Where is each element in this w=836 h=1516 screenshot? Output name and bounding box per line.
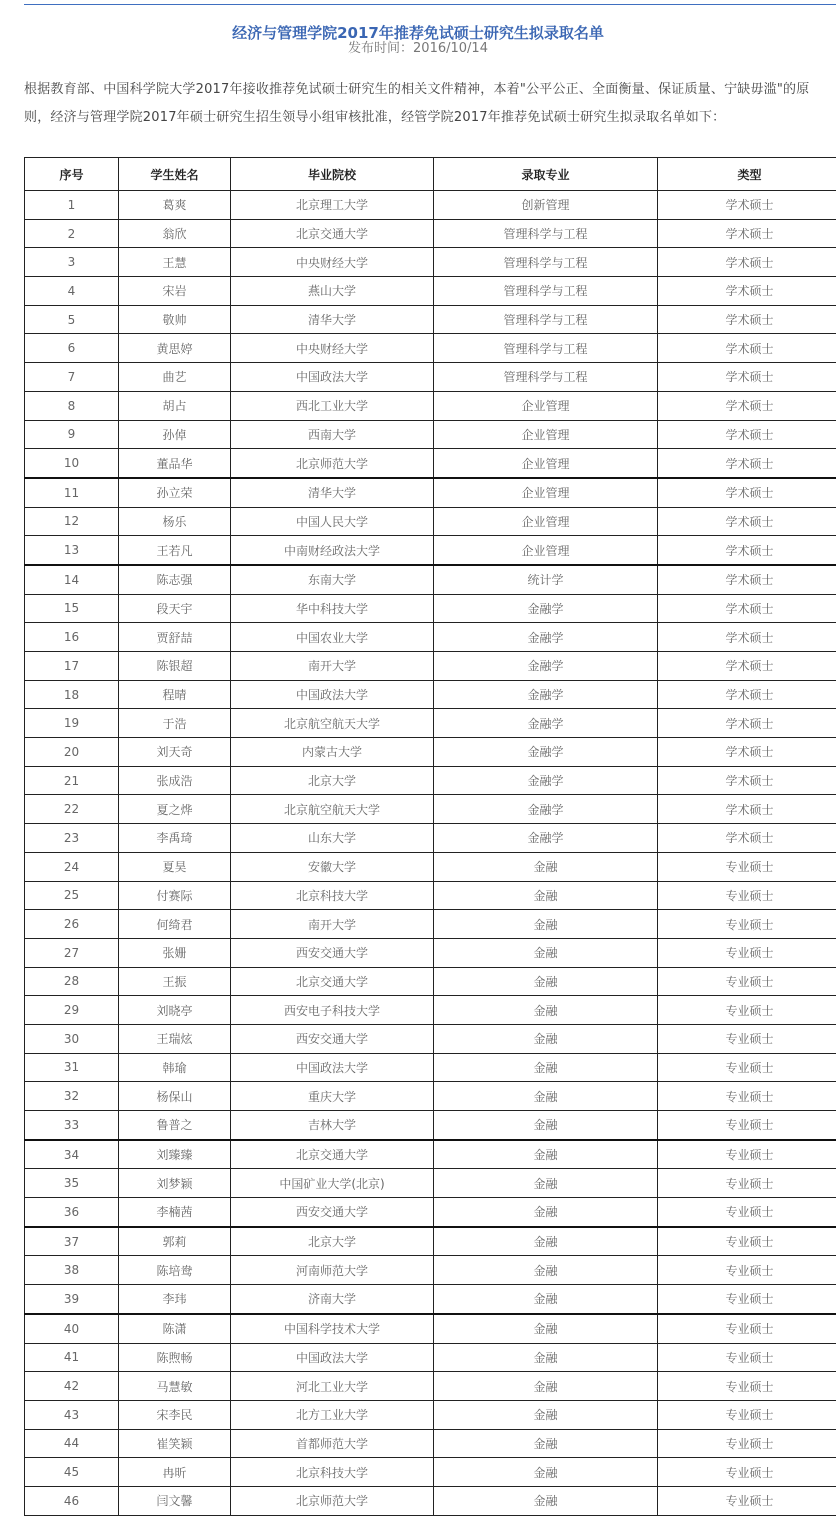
cell-student-name: 陈志强 — [119, 565, 231, 594]
cell-major: 金融 — [434, 1198, 658, 1227]
cell-major: 金融 — [434, 938, 658, 967]
cell-school: 北京理工大学 — [231, 191, 434, 220]
cell-major: 金融 — [434, 967, 658, 996]
cell-type: 学术硕士 — [658, 191, 836, 220]
cell-school: 济南大学 — [231, 1285, 434, 1314]
header-major: 录取专业 — [434, 158, 658, 191]
table-row — [25, 910, 836, 939]
table-row — [25, 1458, 836, 1487]
cell-index: 19 — [25, 709, 119, 738]
cell-major: 金融 — [434, 1400, 658, 1429]
cell-school: 河北工业大学 — [231, 1372, 434, 1401]
table-row — [25, 881, 836, 910]
cell-index: 13 — [25, 536, 119, 565]
cell-school: 中央财经大学 — [231, 334, 434, 363]
cell-student-name: 程晴 — [119, 680, 231, 709]
table-row — [25, 938, 836, 967]
header-school: 毕业院校 — [231, 158, 434, 191]
cell-type: 学术硕士 — [658, 219, 836, 248]
cell-student-name: 王振 — [119, 967, 231, 996]
table-row — [25, 824, 836, 853]
cell-major: 金融 — [434, 1024, 658, 1053]
cell-type: 专业硕士 — [658, 1343, 836, 1372]
cell-student-name: 闫文馨 — [119, 1486, 231, 1515]
table-row — [25, 738, 836, 767]
cell-index: 25 — [25, 881, 119, 910]
cell-type: 专业硕士 — [658, 1024, 836, 1053]
cell-school: 西安交通大学 — [231, 1198, 434, 1227]
cell-school: 清华大学 — [231, 305, 434, 334]
cell-type: 专业硕士 — [658, 1486, 836, 1515]
cell-type: 学术硕士 — [658, 565, 836, 594]
cell-major: 金融 — [434, 1053, 658, 1082]
cell-type: 学术硕士 — [658, 248, 836, 277]
table-row — [25, 594, 836, 623]
cell-student-name: 冉昕 — [119, 1458, 231, 1487]
table-row — [25, 565, 836, 594]
cell-type: 学术硕士 — [658, 594, 836, 623]
cell-school: 西北工业大学 — [231, 391, 434, 420]
cell-index: 28 — [25, 967, 119, 996]
table-row — [25, 478, 836, 507]
cell-school: 中南财经政法大学 — [231, 536, 434, 565]
cell-type: 专业硕士 — [658, 1169, 836, 1198]
cell-index: 27 — [25, 938, 119, 967]
cell-index: 18 — [25, 680, 119, 709]
cell-type: 专业硕士 — [658, 1372, 836, 1401]
cell-school: 北京师范大学 — [231, 1486, 434, 1515]
cell-type: 学术硕士 — [658, 652, 836, 681]
cell-student-name: 陈银超 — [119, 652, 231, 681]
cell-student-name: 葛爽 — [119, 191, 231, 220]
cell-index: 22 — [25, 795, 119, 824]
cell-type: 专业硕士 — [658, 910, 836, 939]
cell-type: 学术硕士 — [658, 478, 836, 507]
cell-student-name: 马慧敏 — [119, 1372, 231, 1401]
cell-index: 46 — [25, 1486, 119, 1515]
cell-student-name: 孙倬 — [119, 420, 231, 449]
cell-student-name: 陈煦畅 — [119, 1343, 231, 1372]
cell-school: 华中科技大学 — [231, 594, 434, 623]
cell-school: 清华大学 — [231, 478, 434, 507]
cell-student-name: 宋李民 — [119, 1400, 231, 1429]
cell-major: 金融 — [434, 1285, 658, 1314]
cell-type: 学术硕士 — [658, 363, 836, 392]
cell-school: 中央财经大学 — [231, 248, 434, 277]
cell-type: 学术硕士 — [658, 795, 836, 824]
cell-type: 专业硕士 — [658, 1429, 836, 1458]
intro-paragraph: 根据教育部、中国科学院大学2017年接收推荐免试硕士研究生的相关文件精神，本着"公平公正、全面衡量、保证质量、宁缺毋滥"的原则，经济与管理学院2017年硕士研究生招生领导小组审核批准，经管学院2017年推荐免试硕士研究生拟录取名单如下： — [24, 76, 832, 132]
cell-student-name: 李玮 — [119, 1285, 231, 1314]
cell-student-name: 何绮君 — [119, 910, 231, 939]
cell-school: 北京航空航天大学 — [231, 709, 434, 738]
cell-index: 12 — [25, 507, 119, 536]
cell-type: 学术硕士 — [658, 623, 836, 652]
cell-school: 内蒙古大学 — [231, 738, 434, 767]
cell-type: 专业硕士 — [658, 1198, 836, 1227]
cell-major: 管理科学与工程 — [434, 219, 658, 248]
cell-student-name: 翁欣 — [119, 219, 231, 248]
cell-major: 管理科学与工程 — [434, 305, 658, 334]
cell-student-name: 杨乐 — [119, 507, 231, 536]
cell-index: 15 — [25, 594, 119, 623]
cell-major: 金融学 — [434, 623, 658, 652]
cell-index: 33 — [25, 1111, 119, 1140]
cell-major: 金融 — [434, 910, 658, 939]
cell-major: 管理科学与工程 — [434, 363, 658, 392]
cell-index: 8 — [25, 391, 119, 420]
cell-index: 45 — [25, 1458, 119, 1487]
table-row — [25, 1314, 836, 1343]
cell-student-name: 李禹琦 — [119, 824, 231, 853]
cell-index: 9 — [25, 420, 119, 449]
cell-student-name: 董品华 — [119, 449, 231, 478]
cell-index: 7 — [25, 363, 119, 392]
cell-student-name: 于浩 — [119, 709, 231, 738]
cell-index: 36 — [25, 1198, 119, 1227]
cell-school: 北京大学 — [231, 766, 434, 795]
cell-school: 中国政法大学 — [231, 363, 434, 392]
cell-index: 24 — [25, 852, 119, 881]
table-row — [25, 507, 836, 536]
cell-school: 首都师范大学 — [231, 1429, 434, 1458]
table-row — [25, 219, 836, 248]
cell-student-name: 郭莉 — [119, 1227, 231, 1256]
cell-major: 金融学 — [434, 738, 658, 767]
table-row — [25, 536, 836, 565]
table-row — [25, 1140, 836, 1169]
cell-major: 金融 — [434, 1343, 658, 1372]
cell-school: 南开大学 — [231, 910, 434, 939]
cell-index: 44 — [25, 1429, 119, 1458]
cell-index: 39 — [25, 1285, 119, 1314]
cell-index: 1 — [25, 191, 119, 220]
cell-major: 金融 — [434, 1256, 658, 1285]
table-header-row — [25, 158, 836, 191]
table-row — [25, 277, 836, 306]
table-row — [25, 1372, 836, 1401]
cell-school: 北京交通大学 — [231, 219, 434, 248]
cell-student-name: 崔笑颖 — [119, 1429, 231, 1458]
cell-major: 金融 — [434, 1458, 658, 1487]
cell-school: 北京交通大学 — [231, 967, 434, 996]
cell-school: 北京航空航天大学 — [231, 795, 434, 824]
table-row — [25, 363, 836, 392]
cell-index: 6 — [25, 334, 119, 363]
cell-index: 20 — [25, 738, 119, 767]
cell-type: 专业硕士 — [658, 1285, 836, 1314]
publish-date: 发布时间：2016/10/14 — [0, 39, 836, 59]
cell-type: 学术硕士 — [658, 536, 836, 565]
cell-school: 东南大学 — [231, 565, 434, 594]
cell-type: 专业硕士 — [658, 1140, 836, 1169]
cell-index: 14 — [25, 565, 119, 594]
cell-major: 企业管理 — [434, 391, 658, 420]
admission-list-table — [24, 157, 836, 1516]
table-row — [25, 709, 836, 738]
table-row — [25, 305, 836, 334]
cell-school: 中国农业大学 — [231, 623, 434, 652]
cell-index: 34 — [25, 1140, 119, 1169]
cell-type: 专业硕士 — [658, 967, 836, 996]
cell-major: 金融 — [434, 1169, 658, 1198]
cell-index: 41 — [25, 1343, 119, 1372]
table-row — [25, 1169, 836, 1198]
cell-school: 南开大学 — [231, 652, 434, 681]
table-row — [25, 1285, 836, 1314]
cell-major: 金融学 — [434, 795, 658, 824]
header-index: 序号 — [25, 158, 119, 191]
cell-type: 学术硕士 — [658, 334, 836, 363]
table-row — [25, 1082, 836, 1111]
cell-index: 43 — [25, 1400, 119, 1429]
cell-student-name: 李楠茜 — [119, 1198, 231, 1227]
cell-type: 学术硕士 — [658, 766, 836, 795]
cell-school: 北京交通大学 — [231, 1140, 434, 1169]
cell-student-name: 曲艺 — [119, 363, 231, 392]
cell-type: 学术硕士 — [658, 507, 836, 536]
table-row — [25, 1400, 836, 1429]
cell-type: 学术硕士 — [658, 824, 836, 853]
cell-major: 金融学 — [434, 824, 658, 853]
cell-type: 学术硕士 — [658, 391, 836, 420]
cell-student-name: 段天宇 — [119, 594, 231, 623]
cell-major: 创新管理 — [434, 191, 658, 220]
cell-major: 金融 — [434, 1111, 658, 1140]
cell-student-name: 鲁普之 — [119, 1111, 231, 1140]
table-row — [25, 1486, 836, 1515]
cell-student-name: 宋岩 — [119, 277, 231, 306]
cell-school: 北京科技大学 — [231, 1458, 434, 1487]
cell-type: 专业硕士 — [658, 852, 836, 881]
cell-major: 金融 — [434, 1082, 658, 1111]
cell-student-name: 刘晓亭 — [119, 996, 231, 1025]
cell-school: 吉林大学 — [231, 1111, 434, 1140]
table-row — [25, 248, 836, 277]
cell-student-name: 黄思婷 — [119, 334, 231, 363]
cell-student-name: 张成浩 — [119, 766, 231, 795]
cell-student-name: 韩瑜 — [119, 1053, 231, 1082]
cell-index: 37 — [25, 1227, 119, 1256]
cell-type: 学术硕士 — [658, 709, 836, 738]
cell-student-name: 陈培鸯 — [119, 1256, 231, 1285]
cell-major: 金融 — [434, 1314, 658, 1343]
table-row — [25, 766, 836, 795]
cell-index: 17 — [25, 652, 119, 681]
cell-index: 38 — [25, 1256, 119, 1285]
cell-major: 管理科学与工程 — [434, 277, 658, 306]
cell-type: 学术硕士 — [658, 420, 836, 449]
cell-major: 金融学 — [434, 709, 658, 738]
table-row — [25, 391, 836, 420]
cell-school: 北方工业大学 — [231, 1400, 434, 1429]
cell-school: 中国政法大学 — [231, 1343, 434, 1372]
cell-index: 21 — [25, 766, 119, 795]
cell-school: 燕山大学 — [231, 277, 434, 306]
cell-index: 23 — [25, 824, 119, 853]
cell-school: 中国科学技术大学 — [231, 1314, 434, 1343]
cell-type: 专业硕士 — [658, 1053, 836, 1082]
table-row — [25, 1343, 836, 1372]
cell-index: 29 — [25, 996, 119, 1025]
cell-type: 学术硕士 — [658, 277, 836, 306]
cell-major: 企业管理 — [434, 536, 658, 565]
cell-student-name: 敬帅 — [119, 305, 231, 334]
cell-major: 金融 — [434, 996, 658, 1025]
header-student-name: 学生姓名 — [119, 158, 231, 191]
cell-index: 31 — [25, 1053, 119, 1082]
cell-major: 企业管理 — [434, 420, 658, 449]
cell-major: 金融 — [434, 1372, 658, 1401]
table-body — [25, 191, 836, 1516]
cell-index: 5 — [25, 305, 119, 334]
cell-school: 中国人民大学 — [231, 507, 434, 536]
cell-student-name: 刘天奇 — [119, 738, 231, 767]
cell-type: 专业硕士 — [658, 1227, 836, 1256]
cell-student-name: 夏昊 — [119, 852, 231, 881]
cell-type: 专业硕士 — [658, 996, 836, 1025]
header-type: 类型 — [658, 158, 836, 191]
cell-index: 11 — [25, 478, 119, 507]
table-row — [25, 680, 836, 709]
cell-type: 学术硕士 — [658, 738, 836, 767]
table-row — [25, 795, 836, 824]
cell-school: 西安交通大学 — [231, 1024, 434, 1053]
cell-school: 山东大学 — [231, 824, 434, 853]
cell-major: 金融 — [434, 852, 658, 881]
cell-school: 北京师范大学 — [231, 449, 434, 478]
cell-index: 4 — [25, 277, 119, 306]
cell-index: 10 — [25, 449, 119, 478]
cell-major: 金融 — [434, 1429, 658, 1458]
table-row — [25, 1256, 836, 1285]
cell-school: 河南师范大学 — [231, 1256, 434, 1285]
cell-type: 专业硕士 — [658, 1082, 836, 1111]
cell-major: 企业管理 — [434, 478, 658, 507]
cell-school: 重庆大学 — [231, 1082, 434, 1111]
cell-major: 企业管理 — [434, 449, 658, 478]
cell-school: 北京科技大学 — [231, 881, 434, 910]
cell-major: 金融 — [434, 881, 658, 910]
table-row — [25, 1429, 836, 1458]
table-row — [25, 334, 836, 363]
cell-student-name: 胡占 — [119, 391, 231, 420]
table-row — [25, 1024, 836, 1053]
cell-major: 金融学 — [434, 680, 658, 709]
cell-student-name: 刘臻臻 — [119, 1140, 231, 1169]
cell-school: 西安交通大学 — [231, 938, 434, 967]
table-row — [25, 852, 836, 881]
cell-type: 学术硕士 — [658, 680, 836, 709]
cell-type: 专业硕士 — [658, 881, 836, 910]
cell-index: 35 — [25, 1169, 119, 1198]
cell-index: 40 — [25, 1314, 119, 1343]
table-row — [25, 1053, 836, 1082]
cell-index: 3 — [25, 248, 119, 277]
cell-student-name: 杨保山 — [119, 1082, 231, 1111]
cell-type: 学术硕士 — [658, 449, 836, 478]
cell-type: 专业硕士 — [658, 1458, 836, 1487]
cell-type: 专业硕士 — [658, 1256, 836, 1285]
cell-major: 金融学 — [434, 766, 658, 795]
cell-index: 30 — [25, 1024, 119, 1053]
cell-type: 专业硕士 — [658, 1314, 836, 1343]
cell-type: 学术硕士 — [658, 305, 836, 334]
cell-student-name: 王慧 — [119, 248, 231, 277]
cell-major: 金融学 — [434, 652, 658, 681]
cell-school: 中国政法大学 — [231, 680, 434, 709]
cell-major: 金融 — [434, 1140, 658, 1169]
cell-index: 32 — [25, 1082, 119, 1111]
cell-school: 中国政法大学 — [231, 1053, 434, 1082]
cell-major: 金融 — [434, 1227, 658, 1256]
cell-school: 北京大学 — [231, 1227, 434, 1256]
cell-school: 西南大学 — [231, 420, 434, 449]
table-row — [25, 996, 836, 1025]
cell-index: 26 — [25, 910, 119, 939]
cell-index: 2 — [25, 219, 119, 248]
cell-school: 中国矿业大学(北京) — [231, 1169, 434, 1198]
table-row — [25, 623, 836, 652]
cell-student-name: 王若凡 — [119, 536, 231, 565]
cell-major: 金融学 — [434, 594, 658, 623]
cell-student-name: 陈潇 — [119, 1314, 231, 1343]
cell-type: 专业硕士 — [658, 1111, 836, 1140]
cell-major: 管理科学与工程 — [434, 248, 658, 277]
cell-student-name: 付赛际 — [119, 881, 231, 910]
cell-school: 西安电子科技大学 — [231, 996, 434, 1025]
cell-student-name: 刘梦颖 — [119, 1169, 231, 1198]
cell-type: 专业硕士 — [658, 1400, 836, 1429]
cell-student-name: 贾舒喆 — [119, 623, 231, 652]
cell-major: 统计学 — [434, 565, 658, 594]
cell-student-name: 夏之烨 — [119, 795, 231, 824]
cell-index: 16 — [25, 623, 119, 652]
cell-student-name: 孙立荣 — [119, 478, 231, 507]
cell-index: 42 — [25, 1372, 119, 1401]
table-row — [25, 1227, 836, 1256]
table-header — [25, 158, 836, 191]
table-row — [25, 420, 836, 449]
table-row — [25, 449, 836, 478]
top-divider — [24, 4, 836, 5]
cell-major: 企业管理 — [434, 507, 658, 536]
table-row — [25, 652, 836, 681]
cell-type: 专业硕士 — [658, 938, 836, 967]
cell-school: 安徽大学 — [231, 852, 434, 881]
page-title: 经济与管理学院2017年推荐免试硕士研究生拟录取名单 — [0, 22, 836, 44]
cell-student-name: 张姗 — [119, 938, 231, 967]
cell-major: 管理科学与工程 — [434, 334, 658, 363]
cell-student-name: 王瑞炫 — [119, 1024, 231, 1053]
table-row — [25, 967, 836, 996]
table-row — [25, 191, 836, 220]
cell-major: 金融 — [434, 1486, 658, 1515]
table-row — [25, 1111, 836, 1140]
table-row — [25, 1198, 836, 1227]
